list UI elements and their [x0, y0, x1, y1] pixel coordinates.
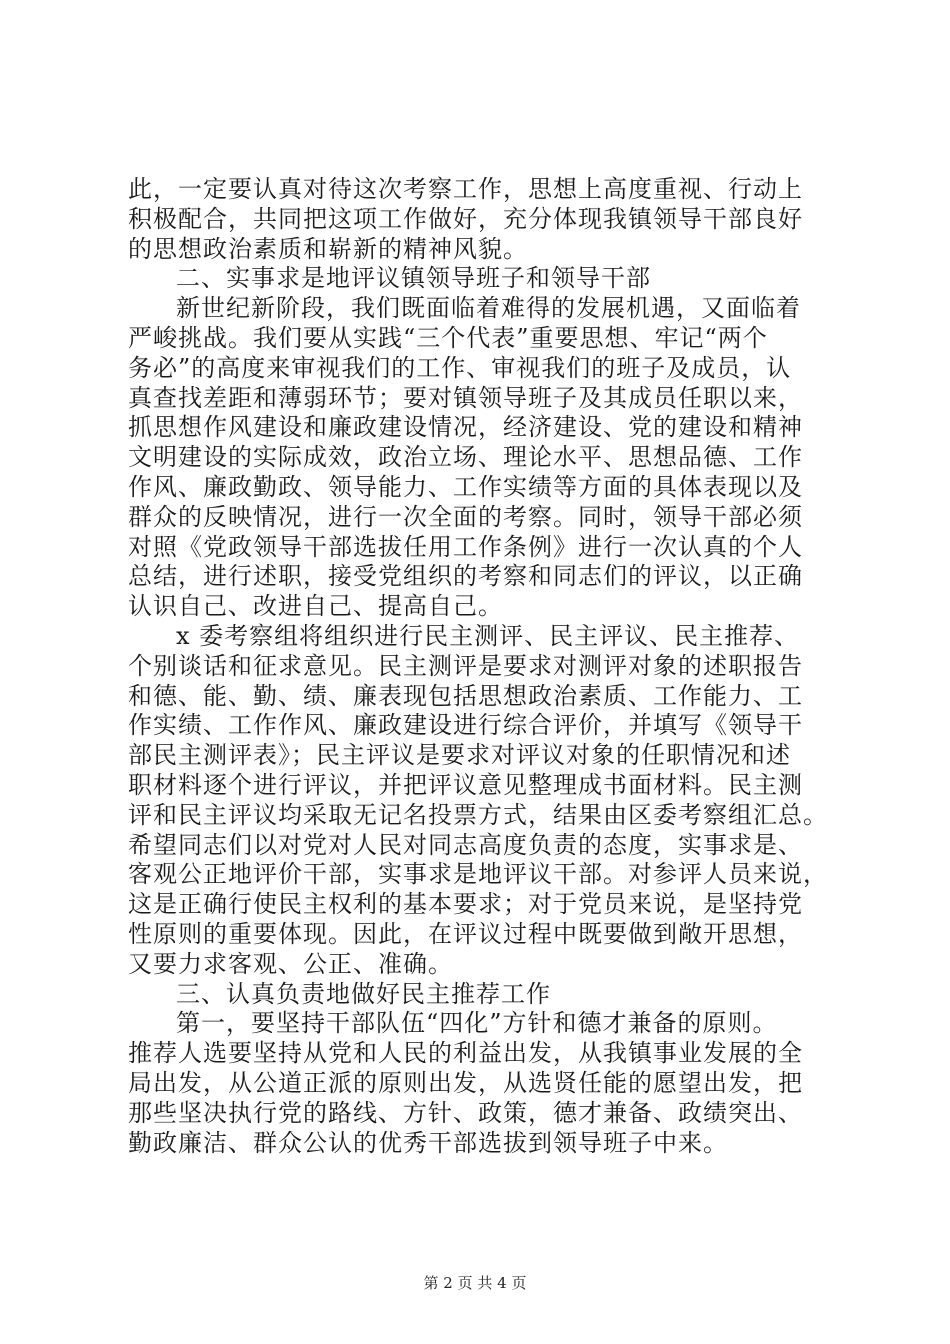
text-line: 新世纪新阶段，我们既面临着难得的发展机遇，又面临着 — [176, 294, 801, 323]
text-line: 此，一定要认真对待这次考察工作，思想上高度重视、行动上 — [128, 175, 803, 203]
text-line: 真查找差距和薄弱环节；要对镇领导班子及其成员任职以来， — [128, 383, 803, 412]
text-line: 个别谈话和征求意见。民主测评是要求对测评对象的述职报告 — [128, 651, 803, 680]
text-line: 希望同志们以对党对人民对同志高度负责的态度，实事求是、 — [128, 830, 803, 859]
text-line: 又要力求客观、公正、准确。 — [128, 949, 453, 978]
text-line: 积极配合，共同把这项工作做好，充分体现我镇领导干部良好 — [128, 204, 803, 233]
text-line: 和德、能、勤、绩、廉表现包括思想政治素质、工作能力、工 — [128, 681, 803, 710]
text-line: 二、实事求是地评议镇领导班子和领导干部 — [176, 264, 651, 293]
text-line: 那些坚决执行党的路线、方针、政策，德才兼备、政绩突出、 — [128, 1098, 803, 1127]
text-line: 客观公正地评价干部，实事求是地评议干部。对参评人员来说， — [128, 860, 828, 889]
text-line: 局出发，从公道正派的原则出发，从选贤任能的愿望出发，把 — [128, 1068, 803, 1097]
document-body — [128, 175, 834, 1158]
text-line: 群众的反映情况，进行一次全面的考察。同时，领导干部必须 — [128, 502, 803, 531]
text-line: 勤政廉洁、群众公认的优秀干部选拔到领导班子中来。 — [128, 1128, 728, 1157]
text-line: 三、认真负责地做好民主推荐工作 — [176, 979, 551, 1008]
text-line: 部民主测评表》；民主评议是要求对评议对象的任职情况和述 — [128, 741, 791, 770]
text-line: 职材料逐个进行评议，并把评议意见整理成书面材料。民主测 — [128, 770, 803, 799]
page-footer: 第 2 页 共 4 页 — [423, 1274, 527, 1292]
text-line: 这是正确行使民主权利的基本要求；对于党员来说，是坚持党 — [128, 890, 803, 919]
text-line: 推荐人选要坚持从党和人民的利益出发，从我镇事业发展的全 — [128, 1039, 803, 1068]
text-line: 总结，进行述职，接受党组织的考察和同志们的评议，以正确 — [128, 562, 803, 591]
text-line: x 委考察组将组织进行民主测评、民主评议、民主推荐、 — [176, 621, 800, 650]
text-line: 作风、廉政勤政、领导能力、工作实绩等方面的具体表现以及 — [128, 472, 803, 501]
text-line: 抓思想作风建设和廉政建设情况，经济建设、党的建设和精神 — [128, 413, 803, 442]
text-line: 评和民主评议均采取无记名投票方式，结果由区委考察组汇总。 — [128, 800, 828, 829]
text-line: 的思想政治素质和崭新的精神风貌。 — [128, 234, 528, 263]
text-line: 文明建设的实际成效，政治立场、理论水平、思想品德、工作 — [128, 443, 803, 472]
text-line: 对照《党政领导干部选拔任用工作条例》进行一次认真的个人 — [128, 532, 803, 561]
text-line: 认识自己、改进自己、提高自己。 — [128, 592, 503, 621]
text-line: 第一，要坚持干部队伍“四化”方针和德才兼备的原则。 — [176, 1009, 778, 1038]
text-line: 严峻挑战。我们要从实践“三个代表”重要思想、牢记“两个 — [128, 323, 768, 352]
text-line: 性原则的重要体现。因此，在评议过程中既要做到敞开思想， — [128, 919, 803, 948]
text-line: 作实绩、工作作风、廉政建设进行综合评价，并填写《领导干 — [128, 711, 803, 740]
text-line: 务必”的高度来审视我们的工作、审视我们的班子及成员，认 — [128, 353, 792, 382]
